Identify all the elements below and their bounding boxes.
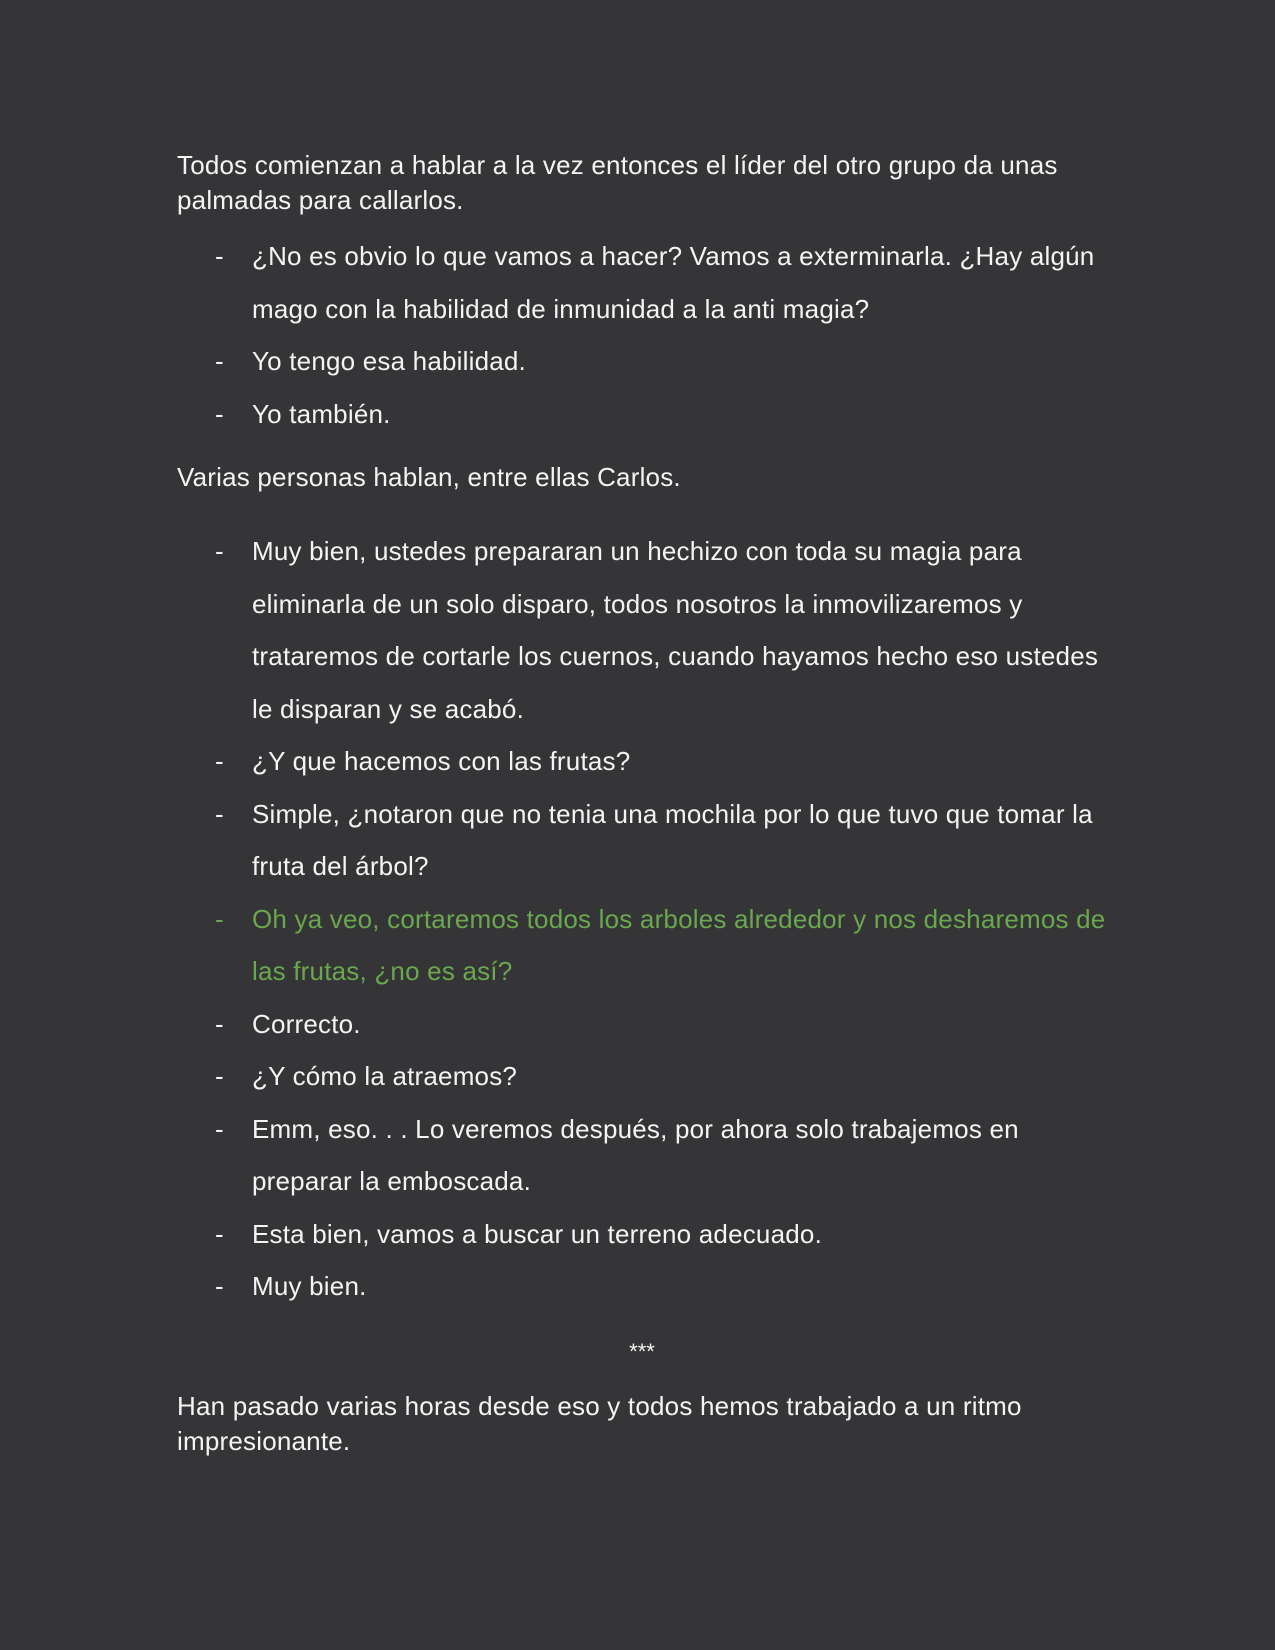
narration-paragraph: Todos comienzan a hablar a la vez entonces el líder del otro grupo da unas palmadas para callarlos. <box>177 150 1058 215</box>
dash-marker: - <box>215 798 224 829</box>
dialogue-line <box>177 388 1107 441</box>
narration-paragraph: Han pasado varias horas desde eso y todos hemos trabajado a un ritmo impresionante. <box>177 1390 1022 1456</box>
dialogue-line <box>177 1208 1107 1261</box>
dash-marker: - <box>215 1061 224 1091</box>
dialogue-text: Yo también. <box>252 398 391 429</box>
dialogue-text: Muy bien, ustedes prepararan un hechizo con toda su magia para eliminarla de un solo disparo, todos nosotros la inmovilizaremos y trataremos de cortarle los cuernos, cuando hayamos hecho eso ustedes le disparan y se acabó. <box>252 536 1099 724</box>
dialogue-line <box>177 1050 1107 1103</box>
dialogue-text: Simple, ¿notaron que no tenia una mochila por lo que tuvo que tomar la fruta del árbol? <box>252 798 1093 881</box>
dash-marker: - <box>215 1008 224 1039</box>
dialogue-text: Muy bien. <box>252 1271 367 1301</box>
dialogue-line <box>177 230 1107 335</box>
dialogue-line <box>177 788 1107 893</box>
dash-marker: - <box>215 1113 224 1144</box>
dialogue-line-highlighted <box>177 893 1107 998</box>
dash-marker: - <box>215 1218 224 1249</box>
scene-separator: *** <box>629 1338 655 1364</box>
dialogue-text: Yo tengo esa habilidad. <box>252 346 526 376</box>
dialogue-list <box>177 230 1107 440</box>
dialogue-line <box>177 998 1107 1051</box>
dialogue-line <box>177 735 1107 788</box>
dialogue-line <box>177 335 1107 388</box>
dash-marker: - <box>215 1271 224 1301</box>
narration-paragraph: Varias personas hablan, entre ellas Carlos. <box>177 462 681 492</box>
dialogue-line <box>177 1103 1107 1208</box>
dialogue-text: Esta bien, vamos a buscar un terreno adecuado. <box>252 1218 822 1249</box>
dialogue-text: ¿Y que hacemos con las frutas? <box>252 746 631 776</box>
dash-marker: - <box>215 746 224 776</box>
dialogue-line <box>177 1260 1107 1313</box>
dialogue-text: Oh ya veo, cortaremos todos los arboles alrededor y nos desharemos de las frutas, ¿no es así? <box>252 903 1106 986</box>
dialogue-text: Emm, eso. . . Lo veremos después, por ahora solo trabajemos en preparar la emboscada. <box>252 1113 1019 1196</box>
dash-marker: - <box>215 241 224 271</box>
dialogue-text: ¿No es obvio lo que vamos a hacer? Vamos a exterminarla. ¿Hay algún mago con la habilidad de inmunidad a la anti magia? <box>252 241 1095 324</box>
dialogue-text: Correcto. <box>252 1008 361 1039</box>
dash-marker: - <box>215 536 224 566</box>
dash-marker: - <box>215 346 224 376</box>
dash-marker: - <box>215 903 224 934</box>
document-page <box>177 148 1107 1459</box>
dialogue-list <box>177 525 1107 1313</box>
dialogue-text: ¿Y cómo la atraemos? <box>252 1061 518 1091</box>
dash-marker: - <box>215 398 224 429</box>
dialogue-line <box>177 525 1107 735</box>
